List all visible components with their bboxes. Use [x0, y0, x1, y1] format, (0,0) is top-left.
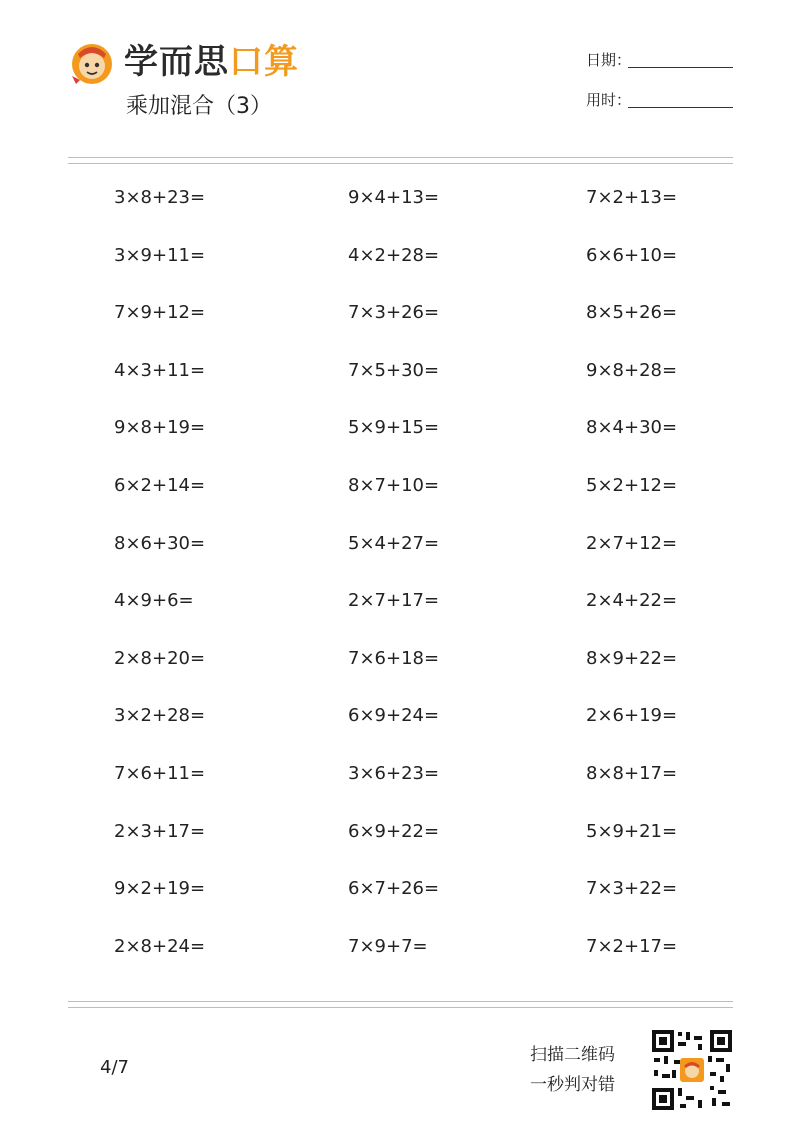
problem-item: 7×9+7= — [348, 935, 428, 957]
problem-item: 8×6+30= — [114, 532, 206, 554]
problem-row — [0, 456, 800, 514]
time-field[interactable] — [586, 90, 736, 110]
header-divider — [68, 157, 733, 164]
scan-instructions — [530, 1040, 615, 1100]
problem-item: 4×9+6= — [114, 590, 194, 612]
date-field[interactable] — [586, 50, 736, 70]
problem-item: 6×7+26= — [348, 878, 440, 900]
problem-item: 2×8+24= — [114, 935, 206, 957]
problem-item: 3×2+28= — [114, 705, 206, 727]
brand-main: 学而思 — [124, 42, 229, 82]
problem-item: 2×7+12= — [586, 532, 678, 554]
problem-item: 7×6+11= — [114, 762, 206, 784]
problem-row — [0, 571, 800, 629]
problem-item: 8×5+26= — [586, 302, 678, 324]
page-number: 4/7 — [100, 1057, 129, 1078]
problem-row — [0, 859, 800, 917]
problem-item: 2×8+20= — [114, 647, 206, 669]
problem-grid — [0, 168, 800, 974]
problem-row — [0, 802, 800, 860]
qr-code-icon[interactable] — [652, 1030, 732, 1110]
problem-item: 3×9+11= — [114, 244, 206, 266]
time-blank-line — [628, 107, 733, 108]
problem-item: 7×3+22= — [586, 878, 678, 900]
problem-item: 6×6+10= — [586, 244, 678, 266]
brand-logo-text — [124, 38, 299, 86]
problem-item: 7×2+13= — [586, 187, 678, 208]
problem-item: 9×4+13= — [348, 187, 440, 208]
problem-item: 2×6+19= — [586, 705, 678, 727]
problem-item: 5×9+15= — [348, 417, 440, 439]
problem-item: 6×2+14= — [114, 474, 206, 496]
problem-item: 6×9+24= — [348, 705, 440, 727]
problem-item: 8×4+30= — [586, 417, 678, 439]
problem-item: 3×8+23= — [114, 187, 206, 208]
footer-divider — [68, 1001, 733, 1008]
problem-item: 7×9+12= — [114, 302, 206, 324]
problem-row — [0, 629, 800, 687]
worksheet-title: 乘加混合（3） — [126, 94, 272, 119]
problem-item: 9×2+19= — [114, 878, 206, 900]
problem-item: 8×8+17= — [586, 762, 678, 784]
brand-accent: 口算 — [229, 42, 299, 82]
problem-row — [0, 744, 800, 802]
problem-row — [0, 514, 800, 572]
problem-item: 5×4+27= — [348, 532, 440, 554]
problem-item: 7×6+18= — [348, 647, 440, 669]
problem-item: 2×4+22= — [586, 590, 678, 612]
problem-item: 8×7+10= — [348, 474, 440, 496]
problem-item: 8×9+22= — [586, 647, 678, 669]
scan-line-2: 一秒判对错 — [530, 1075, 615, 1095]
date-blank-line — [628, 67, 733, 68]
problem-item: 6×9+22= — [348, 820, 440, 842]
time-label: 用时： — [586, 91, 632, 109]
problem-row — [0, 226, 800, 284]
scan-line-1: 扫描二维码 — [530, 1045, 615, 1065]
problem-item: 9×8+28= — [586, 359, 678, 381]
monkey-mascot-icon — [68, 38, 116, 86]
problem-row — [0, 283, 800, 341]
problem-row — [0, 341, 800, 399]
problem-row — [0, 168, 800, 226]
problem-row — [0, 398, 800, 456]
page-header — [0, 0, 800, 150]
problem-item: 4×3+11= — [114, 359, 206, 381]
problem-item: 7×2+17= — [586, 935, 678, 957]
problem-item: 2×3+17= — [114, 820, 206, 842]
problem-item: 5×2+12= — [586, 474, 678, 496]
problem-item: 4×2+28= — [348, 244, 440, 266]
problem-item: 2×7+17= — [348, 590, 440, 612]
problem-item: 3×6+23= — [348, 762, 440, 784]
problem-item: 7×3+26= — [348, 302, 440, 324]
problem-item: 7×5+30= — [348, 359, 440, 381]
date-label: 日期： — [586, 51, 632, 69]
problem-row — [0, 686, 800, 744]
problem-item: 5×9+21= — [586, 820, 678, 842]
problem-row — [0, 917, 800, 975]
problem-item: 9×8+19= — [114, 417, 206, 439]
